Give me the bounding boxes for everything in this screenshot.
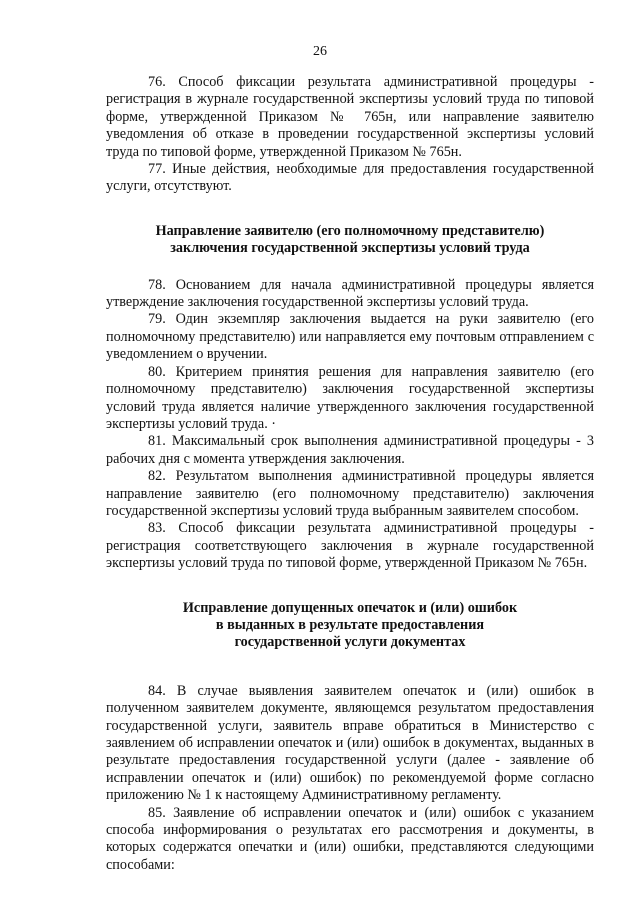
document-body <box>106 74 594 874</box>
paragraph-76: 76. Способ фиксации результата административной процедуры - регистрация в журнале государственной экспертизы условий труда по типовой форме, утвержденной Приказом № 765н, или направление заявителю уведомления об отказе в проведении государственной экспертизы условий труда по типовой форме, утвержденной Приказом № 765н. <box>106 74 594 160</box>
paragraph-78: 78. Основанием для начала административной процедуры является утверждение заключения государственной экспертизы условий труда. <box>106 276 594 311</box>
heading-line: заключения государственной экспертизы условий труда <box>170 240 530 257</box>
heading-line: в выданных в результате предоставления <box>215 616 485 633</box>
page-number: 26 <box>313 44 327 59</box>
paragraph-84: 84. В случае выявления заявителем опечаток и (или) ошибок в полученном заявителем документе, являющемся результатом предоставления государственной услуги, заявитель вправе обратиться в Министерство с заявлением об исправлении опечаток и (или) ошибок в документах, выданных в результате предоставления государственной услуги (далее - заявление об исправлении опечаток и (или) ошибок) по рекомендуемой форме согласно приложению № 1 к настоящему Административному регламенту. <box>106 682 594 804</box>
paragraph-83: 83. Способ фиксации результата административной процедуры - регистрация соответствующего заключения в журнале государственной экспертизы условий труда по типовой форме, утвержденной Приказом № 765н. <box>106 520 594 572</box>
paragraph-77: 77. Иные действия, необходимые для предоставления государственной услуги, отсутствуют. <box>106 161 594 195</box>
paragraph-81: 81. Максимальный срок выполнения административной процедуры - 3 рабочих дня с момента утверждения заключения. <box>106 433 594 467</box>
paragraph-79: 79. Один экземпляр заключения выдается на руки заявителю (его полномочному представителю) или направляется ему почтовым отправлением с уведомлением о вручении. <box>106 311 594 363</box>
section-heading-delivery <box>106 223 594 258</box>
paragraph-82: 82. Результатом выполнения административной процедуры является направление заявителю (его полномочному представителю) заключения государственной экспертизы условий труда выбранным заявителем способом. <box>106 468 594 519</box>
paragraph-80: 80. Критерием принятия решения для направления заявителю (его полномочному представителю) заключения государственной экспертизы условий труда является наличие утвержденного заключения государственной экспертизы условий труда. · <box>106 363 594 432</box>
heading-line: государственной услуги документах <box>234 634 466 651</box>
heading-line: Исправление допущенных опечаток и (или) ошибок <box>182 599 518 616</box>
paragraph-85: 85. Заявление об исправлении опечаток и (или) ошибок с указанием способа информирования о результатах его рассмотрения и документы, в которых содержатся опечатки и (или) ошибки, представляются следующими способами: <box>106 804 594 873</box>
heading-line: Направление заявителю (его полномочному представителю) <box>155 222 545 239</box>
section-heading-corrections <box>106 600 594 652</box>
